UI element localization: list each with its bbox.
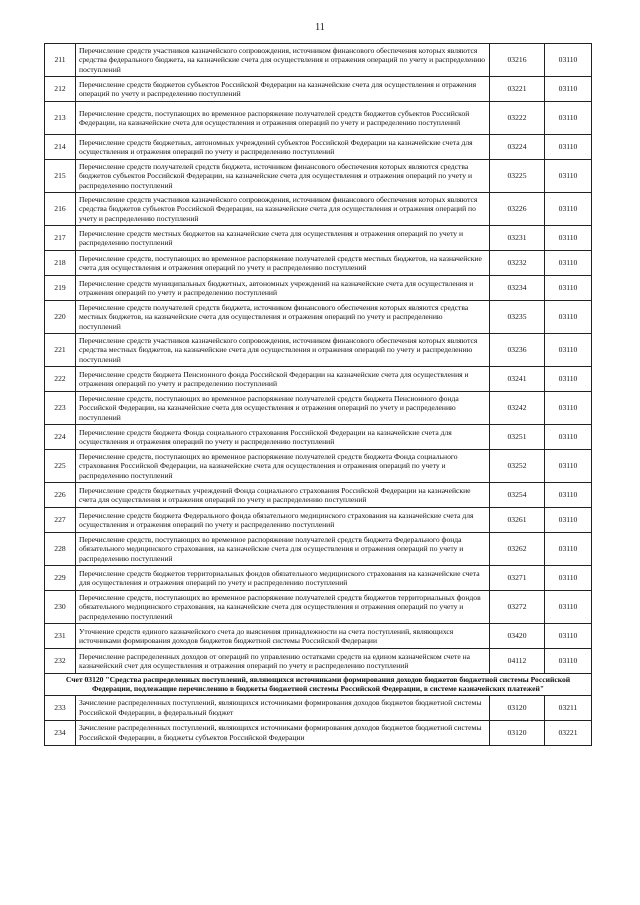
table-row xyxy=(45,276,592,301)
credit-account-code: 03110 xyxy=(545,566,592,591)
debit-account-code: 03251 xyxy=(490,425,545,450)
row-number: 223 xyxy=(45,392,76,425)
credit-account-code: 03110 xyxy=(545,226,592,251)
table-row xyxy=(45,367,592,392)
debit-account-code: 03272 xyxy=(490,591,545,624)
table-row xyxy=(45,566,592,591)
credit-account-code: 03110 xyxy=(545,367,592,392)
table-row xyxy=(45,102,592,135)
accounts-table xyxy=(44,43,592,746)
credit-account-code: 03110 xyxy=(545,450,592,483)
row-description: Перечисление средств бюджетных, автономных учреждений субъектов Российской Федерации на казначейские счета для осуществления и отражения операций по учету и распределению поступлений xyxy=(76,135,490,160)
row-number: 234 xyxy=(45,720,76,745)
credit-account-code: 03110 xyxy=(545,276,592,301)
row-number: 233 xyxy=(45,695,76,720)
row-description: Перечисление средств местных бюджетов на казначейские счета для осуществления и отражения операций по учету и распределению поступлений xyxy=(76,226,490,251)
credit-account-code: 03110 xyxy=(545,44,592,77)
credit-account-code: 03110 xyxy=(545,160,592,193)
debit-account-code: 03236 xyxy=(490,334,545,367)
row-number: 230 xyxy=(45,591,76,624)
debit-account-code: 03120 xyxy=(490,720,545,745)
row-description: Зачисление распределенных поступлений, являющихся источниками формирования доходов бюджетов бюджетной системы Российской Федерации, в федеральный бюджет xyxy=(76,695,490,720)
row-number: 228 xyxy=(45,533,76,566)
table-row xyxy=(45,425,592,450)
row-description: Перечисление средств, поступающих во временное распоряжение получателей средств бюджетов субъектов Российской Федерации, на казначейские счета для осуществления и отражения операций по учету и распределению поступлений xyxy=(76,102,490,135)
row-description: Перечисление средств, поступающих во временное распоряжение получателей средств бюджета Федерального фонда обязательного медицинского страхования, на казначейские счета для осуществления и отражения операций по учету и распределению поступлений xyxy=(76,533,490,566)
row-description: Перечисление средств, поступающих во временное распоряжение получателей средств местных бюджетов, на казначейские счета для осуществления и отражения операций по учету и распределению поступлений xyxy=(76,251,490,276)
credit-account-code: 03110 xyxy=(545,392,592,425)
table-row xyxy=(45,695,592,720)
credit-account-code: 03221 xyxy=(545,720,592,745)
table-row xyxy=(45,226,592,251)
row-number: 225 xyxy=(45,450,76,483)
debit-account-code: 03252 xyxy=(490,450,545,483)
debit-account-code: 03232 xyxy=(490,251,545,276)
page-number: 11 xyxy=(315,22,325,33)
debit-account-code: 04112 xyxy=(490,649,545,674)
row-description: Перечисление средств участников казначейского сопровождения, источником финансового обеспечения которых являются средства местных бюджетов, на казначейские счета для осуществления и отражения операций по учету и распределению поступлений xyxy=(76,334,490,367)
table-row xyxy=(45,450,592,483)
table-row xyxy=(45,591,592,624)
row-description: Уточнение средств единого казначейского счета до выяснения принадлежности на счета поступлений, являющихся источниками формирования доходов бюджетов бюджетной системы Российской Федерации xyxy=(76,624,490,649)
debit-account-code: 03420 xyxy=(490,624,545,649)
section-heading: Счет 03120 "Средства распределенных поступлений, являющихся источниками формирования доходов бюджетов бюджетной системы Российской Федерации, подлежащие перечислению в бюджеты бюджетной системы Российской Федерации, в системе казначейских платежей" xyxy=(45,674,592,696)
debit-account-code: 03254 xyxy=(490,483,545,508)
table-row xyxy=(45,508,592,533)
credit-account-code: 03110 xyxy=(545,591,592,624)
row-number: 215 xyxy=(45,160,76,193)
row-description: Перечисление средств получателей средств бюджета, источником финансового обеспечения которых являются средства бюджетов субъектов Российской Федерации, на казначейские счета для осуществления и отражения операций по учету и распределению поступлений xyxy=(76,160,490,193)
row-number: 229 xyxy=(45,566,76,591)
table-row xyxy=(45,44,592,77)
row-number: 220 xyxy=(45,301,76,334)
row-number: 217 xyxy=(45,226,76,251)
row-number: 231 xyxy=(45,624,76,649)
debit-account-code: 03235 xyxy=(490,301,545,334)
credit-account-code: 03211 xyxy=(545,695,592,720)
row-number: 214 xyxy=(45,135,76,160)
row-number: 216 xyxy=(45,193,76,226)
row-number: 212 xyxy=(45,77,76,102)
table-row xyxy=(45,392,592,425)
row-number: 221 xyxy=(45,334,76,367)
debit-account-code: 03242 xyxy=(490,392,545,425)
row-description: Зачисление распределенных поступлений, являющихся источниками формирования доходов бюджетов бюджетной системы Российской Федерации, в бюджеты субъектов Российской Федерации xyxy=(76,720,490,745)
credit-account-code: 03110 xyxy=(545,649,592,674)
table-row xyxy=(45,533,592,566)
credit-account-code: 03110 xyxy=(545,483,592,508)
credit-account-code: 03110 xyxy=(545,301,592,334)
debit-account-code: 03234 xyxy=(490,276,545,301)
row-description: Перечисление средств участников казначейского сопровождения, источником финансового обеспечения которых являются средства бюджетов субъектов Российской Федерации, на казначейские счета для осуществления и отражения операций по учету и распределению поступлений xyxy=(76,193,490,226)
credit-account-code: 03110 xyxy=(545,624,592,649)
credit-account-code: 03110 xyxy=(545,251,592,276)
row-number: 232 xyxy=(45,649,76,674)
debit-account-code: 03224 xyxy=(490,135,545,160)
row-description: Перечисление средств бюджетов субъектов Российской Федерации на казначейские счета для осуществления и отражения операций по учету и распределению поступлений xyxy=(76,77,490,102)
row-description: Перечисление средств, поступающих во временное распоряжение получателей средств бюджетов территориальных фондов обязательного медицинского страхования, на казначейские счета для осуществления и отражения операций по учету и распределению поступлений xyxy=(76,591,490,624)
row-description: Перечисление средств, поступающих во временное распоряжение получателей средств бюджета Пенсионного фонда Российской Федерации, на казначейские счета для осуществления и отражения операций по учету и распределению поступлений xyxy=(76,392,490,425)
credit-account-code: 03110 xyxy=(545,77,592,102)
debit-account-code: 03231 xyxy=(490,226,545,251)
row-description: Перечисление средств бюджета Фонда социального страхования Российской Федерации на казначейские счета для осуществления и отражения операций по учету и распределению поступлений xyxy=(76,425,490,450)
row-description: Перечисление средств, поступающих во временное распоряжение получателей средств бюджета Фонда социального страхования Российской Федерации, на казначейские счета для осуществления и отражения операций по учету и распределению поступлений xyxy=(76,450,490,483)
row-number: 211 xyxy=(45,44,76,77)
table-row xyxy=(45,649,592,674)
credit-account-code: 03110 xyxy=(545,425,592,450)
row-number: 224 xyxy=(45,425,76,450)
table-row xyxy=(45,135,592,160)
table-row xyxy=(45,77,592,102)
debit-account-code: 03271 xyxy=(490,566,545,591)
table-row xyxy=(45,624,592,649)
section-heading-row xyxy=(45,674,592,696)
row-number: 219 xyxy=(45,276,76,301)
row-description: Перечисление средств бюджета Пенсионного фонда Российской Федерации на казначейские счета для осуществления и отражения операций по учету и распределению поступлений xyxy=(76,367,490,392)
row-description: Перечисление средств бюджетных учреждений Фонда социального страхования Российской Федерации на казначейские счета для осуществления и отражения операций по учету и распределению поступлений xyxy=(76,483,490,508)
debit-account-code: 03221 xyxy=(490,77,545,102)
row-description: Перечисление средств муниципальных бюджетных, автономных учреждений на казначейские счета для осуществления и отражения операций по учету и распределению поступлений xyxy=(76,276,490,301)
credit-account-code: 03110 xyxy=(545,508,592,533)
credit-account-code: 03110 xyxy=(545,193,592,226)
credit-account-code: 03110 xyxy=(545,135,592,160)
row-number: 227 xyxy=(45,508,76,533)
table-row xyxy=(45,483,592,508)
table-row xyxy=(45,251,592,276)
row-number: 218 xyxy=(45,251,76,276)
debit-account-code: 03216 xyxy=(490,44,545,77)
debit-account-code: 03262 xyxy=(490,533,545,566)
row-description: Перечисление средств бюджета Федерального фонда обязательного медицинского страхования на казначейские счета для осуществления и отражения операций по учету и распределению поступлений xyxy=(76,508,490,533)
credit-account-code: 03110 xyxy=(545,533,592,566)
credit-account-code: 03110 xyxy=(545,102,592,135)
debit-account-code: 03222 xyxy=(490,102,545,135)
table-row xyxy=(45,160,592,193)
credit-account-code: 03110 xyxy=(545,334,592,367)
row-number: 226 xyxy=(45,483,76,508)
table-row xyxy=(45,720,592,745)
row-description: Перечисление средств бюджетов территориальных фондов обязательного медицинского страхования на казначейские счета для осуществления и отражения операций по учету и распределению поступлений xyxy=(76,566,490,591)
row-description: Перечисление распределенных доходов от операций по управлению остатками средств на едином казначейском счете на казначейский счет для осуществления и отражения операций по учету и распределению поступлений xyxy=(76,649,490,674)
row-description: Перечисление средств получателей средств бюджета, источником финансового обеспечения которых являются средства местных бюджетов, на казначейские счета для осуществления и отражения операций по учету и распределению поступлений xyxy=(76,301,490,334)
debit-account-code: 03241 xyxy=(490,367,545,392)
table-row xyxy=(45,334,592,367)
debit-account-code: 03226 xyxy=(490,193,545,226)
table-row xyxy=(45,301,592,334)
debit-account-code: 03225 xyxy=(490,160,545,193)
debit-account-code: 03120 xyxy=(490,695,545,720)
row-description: Перечисление средств участников казначейского сопровождения, источником финансового обеспечения которых являются средства федерального бюджета, на казначейские счета для осуществления и отражения операций по учету и распределению поступлений xyxy=(76,44,490,77)
row-number: 222 xyxy=(45,367,76,392)
row-number: 213 xyxy=(45,102,76,135)
debit-account-code: 03261 xyxy=(490,508,545,533)
table-row xyxy=(45,193,592,226)
